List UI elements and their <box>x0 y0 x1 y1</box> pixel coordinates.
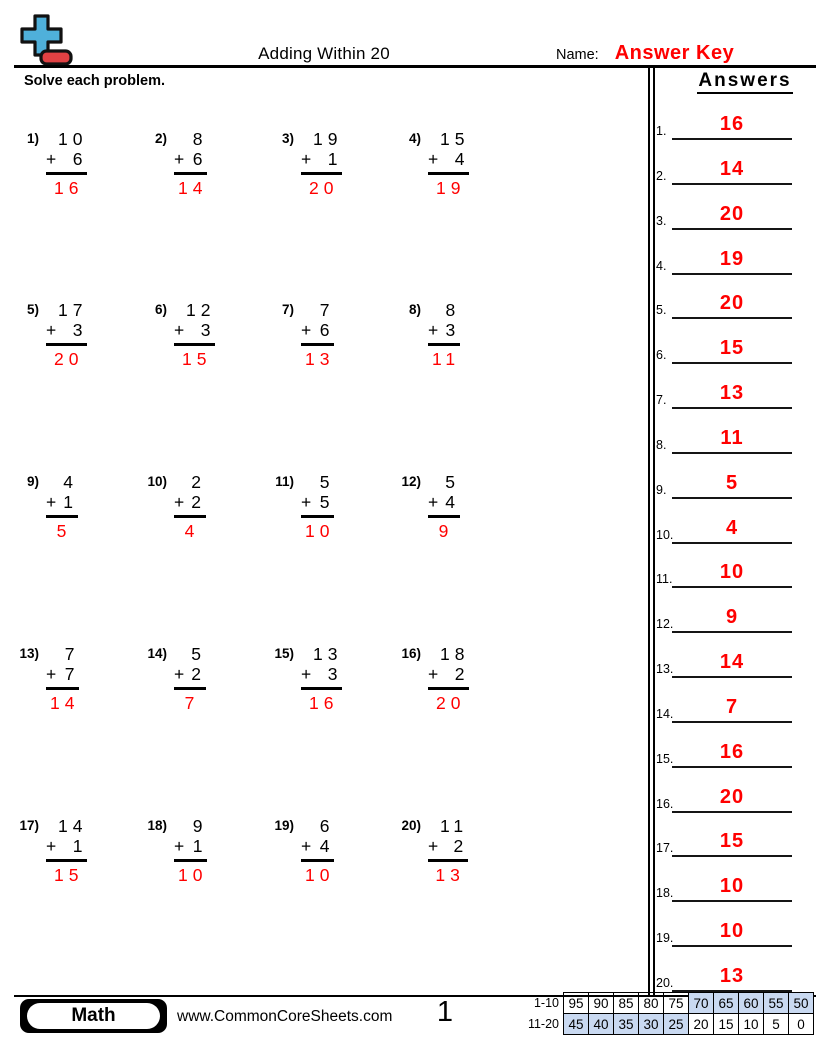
plus-sign: + <box>301 664 312 684</box>
subject-badge <box>20 999 167 1033</box>
problem-addend-row <box>428 836 468 862</box>
problem-stack <box>46 816 87 885</box>
problem <box>143 472 206 541</box>
answer-number: 5. <box>656 303 667 318</box>
answer-row <box>654 870 794 902</box>
score-cell: 70 <box>688 992 714 1014</box>
problem-stack <box>301 129 342 198</box>
plus-sign: + <box>174 320 185 340</box>
problem-answer: 15 <box>54 865 84 885</box>
problem-top-number: 13 <box>313 644 343 664</box>
score-cell: 40 <box>588 1013 614 1035</box>
problem-number: 3) <box>281 131 294 146</box>
plus-sign: + <box>428 492 439 512</box>
answer-value: 13 <box>719 964 745 987</box>
answer-number: 20. <box>656 975 674 990</box>
problem <box>15 472 78 541</box>
problem-number: 5) <box>26 302 39 317</box>
score-table-row <box>524 1013 814 1035</box>
answer-number: 7. <box>656 393 667 408</box>
answer-line <box>672 497 792 499</box>
answer-number: 6. <box>656 348 667 363</box>
answer-number: 10. <box>656 527 674 542</box>
answer-row <box>654 108 794 140</box>
plus-sign: + <box>46 664 57 684</box>
plus-sign: + <box>46 492 57 512</box>
header-divider <box>14 65 816 68</box>
answer-number: 12. <box>656 617 674 632</box>
plus-sign: + <box>174 664 185 684</box>
answer-value: 14 <box>719 157 745 180</box>
problem-addend-row <box>46 664 79 690</box>
problem-addend: 1 <box>192 836 208 856</box>
score-table <box>524 992 814 1035</box>
problem-addend: 5 <box>319 492 335 512</box>
problem <box>15 644 79 713</box>
answer-line <box>672 766 792 768</box>
page-number: 1 <box>436 996 454 1028</box>
problem-answer: 10 <box>178 865 208 885</box>
score-table-row <box>524 992 814 1014</box>
problem-top-number: 7 <box>319 300 335 320</box>
problem-number: 10) <box>147 474 167 489</box>
problem-answer: 16 <box>54 178 84 198</box>
problem-addend-row <box>174 149 207 175</box>
problem <box>143 644 206 713</box>
problem-stack <box>428 644 469 713</box>
problem-stack <box>428 816 468 885</box>
answer-line <box>672 631 792 633</box>
problem-number: 7) <box>281 302 294 317</box>
answer-line <box>672 811 792 813</box>
problem-addend: 3 <box>200 320 216 340</box>
problem-top-number: 8 <box>445 300 461 320</box>
problem-addend-row <box>428 320 460 346</box>
problem <box>15 129 87 198</box>
score-cell: 85 <box>613 992 639 1014</box>
answer-number: 14. <box>656 706 674 721</box>
answer-row <box>654 646 794 678</box>
answer-row <box>654 960 794 992</box>
problem-addend: 1 <box>63 492 78 512</box>
problem-top-number: 5 <box>191 644 206 664</box>
answer-value: 9 <box>725 606 739 629</box>
problem-addend-row <box>428 149 469 175</box>
problem-stack <box>174 816 207 885</box>
problem <box>143 816 207 885</box>
problem-top-number: 11 <box>440 816 469 836</box>
problem-answer: 9 <box>438 521 454 541</box>
plus-sign: + <box>301 320 312 340</box>
answer-number: 4. <box>656 258 667 273</box>
problem <box>397 472 460 541</box>
problem-answer: 14 <box>50 693 80 713</box>
name-row <box>556 42 734 65</box>
score-cell: 10 <box>738 1013 764 1035</box>
answer-value: 10 <box>719 561 745 584</box>
plus-sign: + <box>46 836 57 856</box>
problem-number: 4) <box>408 131 421 146</box>
answer-row <box>654 601 794 633</box>
problem-top-number: 8 <box>192 129 208 149</box>
problem-number: 2) <box>154 131 167 146</box>
problem-addend: 3 <box>445 320 461 340</box>
worksheet-title: Adding Within 20 <box>258 44 390 63</box>
score-row-label: 1-10 <box>533 996 559 1010</box>
score-cell: 90 <box>588 992 614 1014</box>
problem-addend: 4 <box>454 149 470 169</box>
problem-addend-row <box>301 320 334 346</box>
problem-addend: 2 <box>191 664 206 684</box>
problem-addend-row <box>301 836 334 862</box>
problem-stack <box>174 644 206 713</box>
answer-value: 20 <box>719 292 745 315</box>
problem-number: 19) <box>274 818 294 833</box>
plus-sign: + <box>428 836 439 856</box>
problem-top-number: 18 <box>440 644 470 664</box>
problem <box>143 300 215 369</box>
problem-addend-row <box>174 492 206 518</box>
answer-row <box>654 198 794 230</box>
problem-addend-row <box>428 492 460 518</box>
answer-line <box>672 273 792 275</box>
score-cell: 65 <box>713 992 739 1014</box>
problem-answer: 20 <box>436 693 466 713</box>
answer-row <box>654 736 794 768</box>
score-cell: 0 <box>788 1013 814 1035</box>
problem-top-number: 5 <box>445 472 460 492</box>
problem-addend-row <box>174 320 215 346</box>
plus-sign: + <box>428 320 439 340</box>
problem-stack <box>301 644 342 713</box>
answer-number: 17. <box>656 841 674 856</box>
problem-top-number: 7 <box>64 644 80 664</box>
score-cell: 5 <box>763 1013 789 1035</box>
answer-row <box>654 467 794 499</box>
problem-addend: 2 <box>191 492 206 512</box>
problem-answer: 20 <box>54 349 84 369</box>
answer-value: 11 <box>720 426 744 449</box>
answer-value: 20 <box>719 202 745 225</box>
answer-row <box>654 825 794 857</box>
answer-number: 16. <box>656 796 674 811</box>
answer-row <box>654 512 794 544</box>
answer-number: 9. <box>656 482 667 497</box>
answer-number: 8. <box>656 437 667 452</box>
problem-addend-row <box>301 149 342 175</box>
website-text: www.CommonCoreSheets.com <box>177 1008 393 1025</box>
problem-addend: 4 <box>319 836 335 856</box>
problem-addend-row <box>46 320 87 346</box>
answer-row <box>654 915 794 947</box>
score-cell: 60 <box>738 992 764 1014</box>
problem-stack <box>174 300 215 369</box>
answer-line <box>672 855 792 857</box>
problem <box>270 644 342 713</box>
plus-sign: + <box>428 149 439 169</box>
problem <box>270 129 342 198</box>
score-cell: 95 <box>563 992 589 1014</box>
problem-number: 9) <box>26 474 39 489</box>
score-cell: 30 <box>638 1013 664 1035</box>
problem-addend: 7 <box>64 664 80 684</box>
answer-row <box>654 243 794 275</box>
problem-stack <box>174 129 207 198</box>
score-row-label: 11-20 <box>527 1017 559 1031</box>
answer-value: 5 <box>725 471 739 494</box>
problem-top-number: 2 <box>191 472 206 492</box>
problem-answer: 7 <box>184 693 200 713</box>
problem-addend-row <box>174 664 206 690</box>
problem-stack <box>46 472 78 541</box>
problem-addend: 6 <box>192 149 208 169</box>
answer-row <box>654 153 794 185</box>
answer-value: 10 <box>719 920 745 943</box>
answer-row <box>654 556 794 588</box>
answer-line <box>672 317 792 319</box>
plus-sign: + <box>174 492 185 512</box>
problem-addend: 3 <box>327 664 343 684</box>
problem-addend: 3 <box>72 320 88 340</box>
problem <box>15 300 87 369</box>
answer-row <box>654 691 794 723</box>
problem-number: 18) <box>147 818 167 833</box>
score-cell: 20 <box>688 1013 714 1035</box>
problem-number: 13) <box>19 646 39 661</box>
plus-sign: + <box>301 149 312 169</box>
problem <box>397 644 469 713</box>
problem-answer: 20 <box>309 178 339 198</box>
problem <box>270 816 334 885</box>
answer-row <box>654 332 794 364</box>
problem-stack <box>174 472 206 541</box>
answer-line <box>672 542 792 544</box>
answers-title-text: Answers <box>697 70 792 94</box>
score-cell: 15 <box>713 1013 739 1035</box>
problem-addend-row <box>46 149 87 175</box>
problem-addend: 6 <box>319 320 335 340</box>
problem-number: 11) <box>275 474 294 489</box>
problem-answer: 11 <box>432 349 461 369</box>
problem-top-number: 14 <box>58 816 88 836</box>
problem-answer: 15 <box>182 349 212 369</box>
answer-number: 19. <box>656 931 674 946</box>
answer-value: 16 <box>719 113 745 135</box>
problem-stack <box>46 300 87 369</box>
answer-row <box>654 422 794 454</box>
problem-number: 20) <box>401 818 421 833</box>
problem-answer: 4 <box>184 521 200 541</box>
problem-stack <box>301 472 334 541</box>
answer-value: 19 <box>719 247 745 270</box>
instruction-text: Solve each problem. <box>24 73 166 89</box>
answer-number: 3. <box>656 213 667 228</box>
problem <box>270 472 334 541</box>
problem-addend: 6 <box>72 149 88 169</box>
problem-addend-row <box>46 836 87 862</box>
problem <box>15 816 87 885</box>
problem-answer: 13 <box>305 349 335 369</box>
problem-stack <box>301 300 334 369</box>
answer-number: 11. <box>656 572 673 587</box>
problem-stack <box>301 816 334 885</box>
problem-stack <box>46 129 87 198</box>
problem-answer: 14 <box>178 178 208 198</box>
problem-addend-row <box>46 492 78 518</box>
answers-title <box>678 70 812 92</box>
answer-key-text: Answer Key <box>614 42 735 64</box>
answer-value: 20 <box>719 785 745 808</box>
problem-answer: 10 <box>305 865 335 885</box>
answer-line <box>672 676 792 678</box>
problem-addend-row <box>301 664 342 690</box>
plus-sign: + <box>428 664 439 684</box>
score-cell: 80 <box>638 992 664 1014</box>
problem-addend-row <box>174 836 207 862</box>
problem-answer: 13 <box>435 865 465 885</box>
problem <box>397 300 460 369</box>
answer-number: 1. <box>656 124 667 138</box>
problem <box>397 816 468 885</box>
score-cell: 35 <box>613 1013 639 1035</box>
score-cell: 45 <box>563 1013 589 1035</box>
answer-line <box>672 945 792 947</box>
problem-answer: 5 <box>56 521 72 541</box>
answer-number: 2. <box>656 168 667 183</box>
name-label: Name: <box>556 47 599 63</box>
subject-label: Math <box>71 1005 116 1026</box>
problem-addend: 4 <box>445 492 460 512</box>
problem-top-number: 15 <box>440 129 470 149</box>
answer-line <box>672 183 792 185</box>
answer-row <box>654 377 794 409</box>
problem-answer: 16 <box>309 693 339 713</box>
problem-number: 8) <box>408 302 421 317</box>
problem-number: 6) <box>154 302 167 317</box>
problem-answer: 10 <box>305 521 335 541</box>
problem-number: 12) <box>401 474 421 489</box>
answer-number: 13. <box>656 662 674 677</box>
answer-value: 4 <box>725 516 739 539</box>
score-cell: 75 <box>663 992 689 1014</box>
answer-value: 15 <box>719 337 745 360</box>
problem <box>143 129 207 198</box>
problem-top-number: 19 <box>313 129 343 149</box>
plus-sign: + <box>174 149 185 169</box>
problem-stack <box>428 300 460 369</box>
score-cell: 50 <box>788 992 814 1014</box>
problem-answer: 19 <box>436 178 466 198</box>
problem-number: 17) <box>19 818 39 833</box>
problem-number: 1) <box>26 131 39 146</box>
answer-line <box>672 407 792 409</box>
problem-addend-row <box>301 492 334 518</box>
answer-value: 7 <box>725 695 739 718</box>
answer-line <box>672 900 792 902</box>
plus-sign: + <box>174 836 185 856</box>
answer-value: 10 <box>719 875 745 898</box>
answer-number: 15. <box>656 751 674 766</box>
plus-sign: + <box>301 836 312 856</box>
problem-number: 15) <box>274 646 294 661</box>
answer-value: 13 <box>719 382 745 405</box>
problem-top-number: 9 <box>192 816 208 836</box>
problem-top-number: 6 <box>319 816 335 836</box>
answer-line <box>672 452 792 454</box>
problem-top-number: 12 <box>186 300 216 320</box>
problem <box>270 300 334 369</box>
answer-line <box>672 228 792 230</box>
subject-pill <box>27 1003 160 1029</box>
problem-top-number: 4 <box>63 472 78 492</box>
plus-sign: + <box>301 492 312 512</box>
answer-line <box>672 362 792 364</box>
score-cell: 55 <box>763 992 789 1014</box>
problem-stack <box>428 472 460 541</box>
answer-value: 16 <box>719 740 745 763</box>
plus-sign: + <box>46 149 57 169</box>
problem <box>397 129 469 198</box>
problem-number: 14) <box>147 646 167 661</box>
answer-number: 18. <box>656 886 674 901</box>
problem-top-number: 10 <box>58 129 88 149</box>
answer-row <box>654 287 794 319</box>
answer-line <box>672 138 792 140</box>
problem-addend: 2 <box>453 836 469 856</box>
problem-addend-row <box>428 664 469 690</box>
problem-stack <box>428 129 469 198</box>
answer-value: 14 <box>719 651 745 674</box>
plus-sign: + <box>46 320 57 340</box>
problem-addend: 2 <box>454 664 470 684</box>
answer-line <box>672 586 792 588</box>
problem-top-number: 5 <box>319 472 335 492</box>
answer-value: 15 <box>719 830 745 853</box>
problem-number: 16) <box>401 646 421 661</box>
answer-row <box>654 781 794 813</box>
answer-line <box>672 721 792 723</box>
problem-stack <box>46 644 79 713</box>
score-cell: 25 <box>663 1013 689 1035</box>
problem-addend: 1 <box>72 836 88 856</box>
problem-top-number: 17 <box>58 300 88 320</box>
problem-addend: 1 <box>327 149 343 169</box>
